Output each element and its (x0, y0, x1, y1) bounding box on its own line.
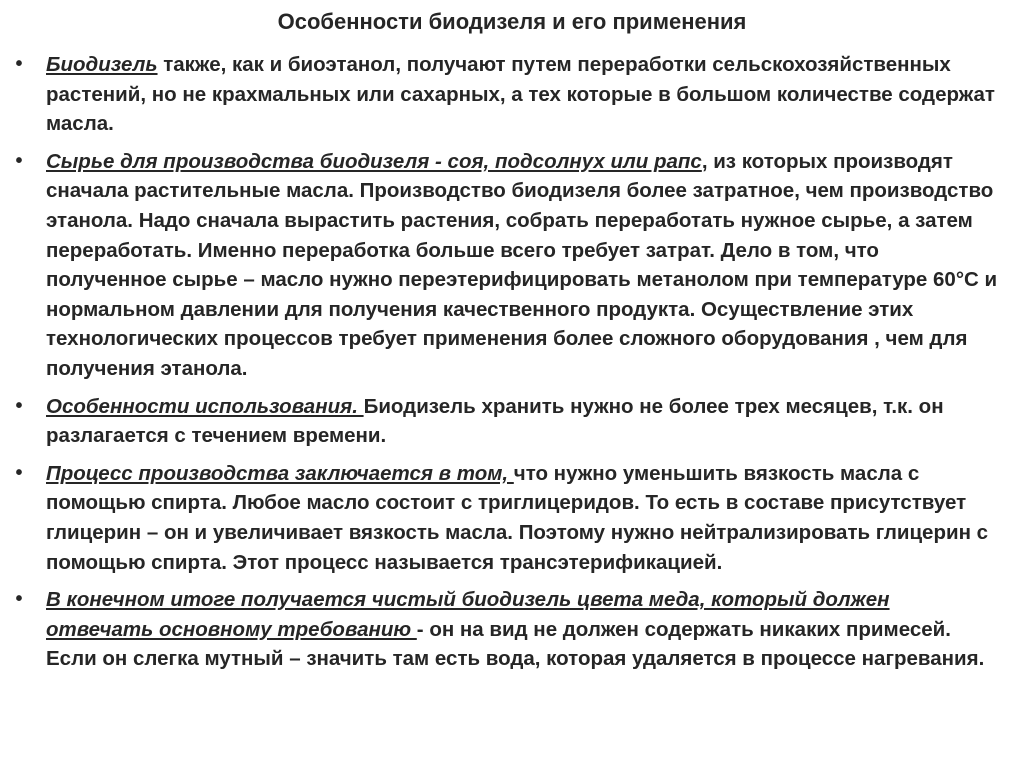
bullet-lead: В конечном итоге получается чистый биодизель цвета меда, который должен отвечать основному требованию (46, 588, 890, 641)
bullet-lead: Особенности использования. (46, 394, 364, 418)
bullet-lead: Сырье для производства биодизеля - соя, подсолнух или рапс (46, 149, 702, 173)
bullet-item (0, 147, 1024, 384)
bullet-dot-icon: • (15, 149, 23, 172)
bullet-dot-icon: • (15, 461, 23, 484)
bullet-item (0, 392, 1024, 451)
bullet-dot-icon: • (15, 53, 23, 75)
bullet-text: что нужно уменьшить вязкость масла с помощью спирта. Любое масло состоит с триглицеридов. То есть в составе присутствует глицерин – он и увеличивает вязкость масла. Поэтому нужно нейтрализировать глицерин с помощью спирта. Этот процесс называется трансэтерификацией. (46, 461, 989, 574)
bullet-item (0, 459, 1024, 577)
bullet-lead: Биодизель (46, 53, 158, 76)
bullet-dot-icon: • (15, 394, 23, 417)
bullet-text: , из которых производят сначала растительные масла. Производство биодизеля более затратное, чем производство этанола. Надо сначала вырастить растения, собрать переработать нужное сырье, а затем переработать. Именно переработка больше всего требует затрат. Дело в том, что полученное сырье – масло нужно переэтерифицировать метанолом при температуре 60°С и нормальном давлении для получения качественного продукта. Осуществление этих технологических процессов требует применения более сложного оборудования , чем для получения этанола. (46, 149, 998, 380)
bullet-text: также, как и биоэтанол, получают путем переработки сельскохозяйственных растений, но не крахмальных или сахарных, а тех которые в большом количестве содержат масла. (46, 53, 995, 136)
bullet-text: Биодизель хранить нужно не более трех месяцев, т.к. он разлагается с течением времени. (46, 394, 944, 448)
bullet-text: - он на вид не должен содержать никаких примесей. Если он слегка мутный – значить там есть вода, которая удаляется в процессе нагревания. (46, 617, 985, 671)
bullet-item (0, 50, 1024, 139)
bullet-item (0, 585, 1024, 674)
bullet-lead: Процесс производства заключается в том, (46, 461, 514, 485)
bullet-dot-icon: • (15, 588, 23, 611)
bullet-list (0, 50, 1024, 682)
slide-title: Особенности биодизеля и его применения (277, 9, 747, 34)
